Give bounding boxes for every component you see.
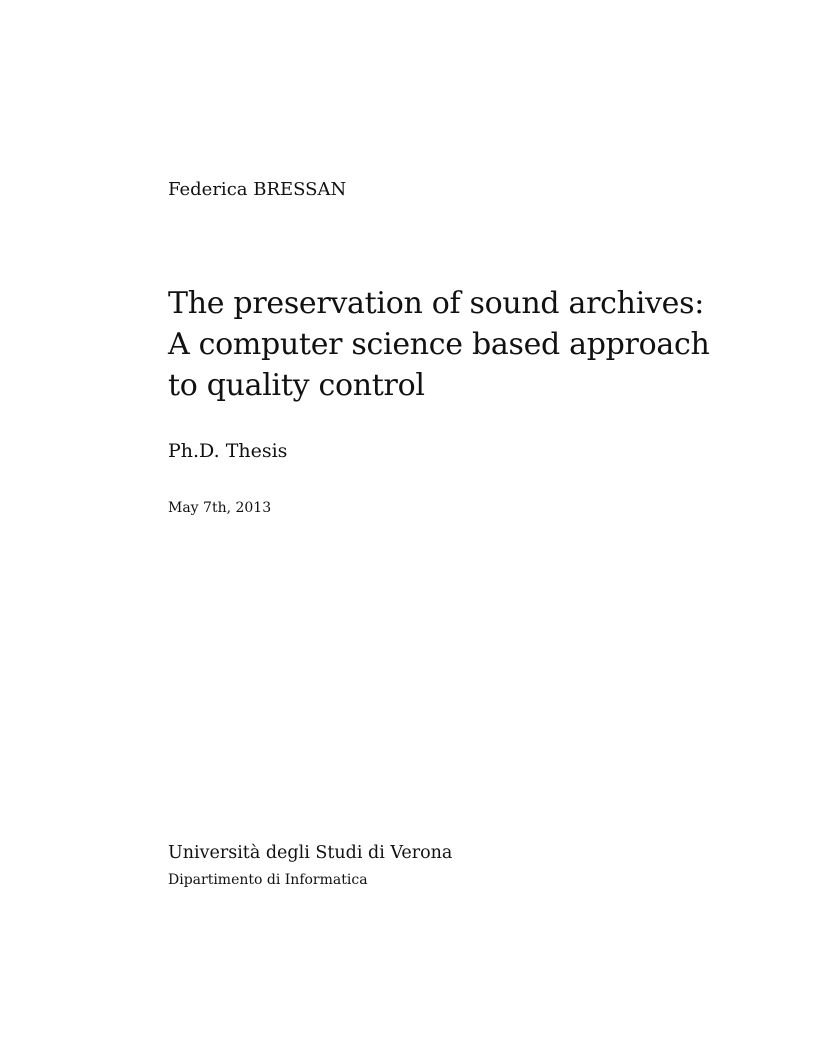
thesis-date: May 7th, 2013	[168, 500, 272, 516]
thesis-title-line-1: The preservation of sound archives:	[168, 286, 705, 321]
thesis-title-line-3: to quality control	[168, 368, 425, 403]
author-name: Federica BRESSAN	[168, 179, 347, 200]
thesis-title	[168, 283, 709, 406]
university-name: Università degli Studi di Verona	[168, 843, 453, 863]
thesis-title-line-2: A computer science based approach	[168, 327, 710, 362]
department-name: Dipartimento di Informatica	[168, 872, 368, 888]
document-type: Ph.D. Thesis	[168, 440, 288, 462]
